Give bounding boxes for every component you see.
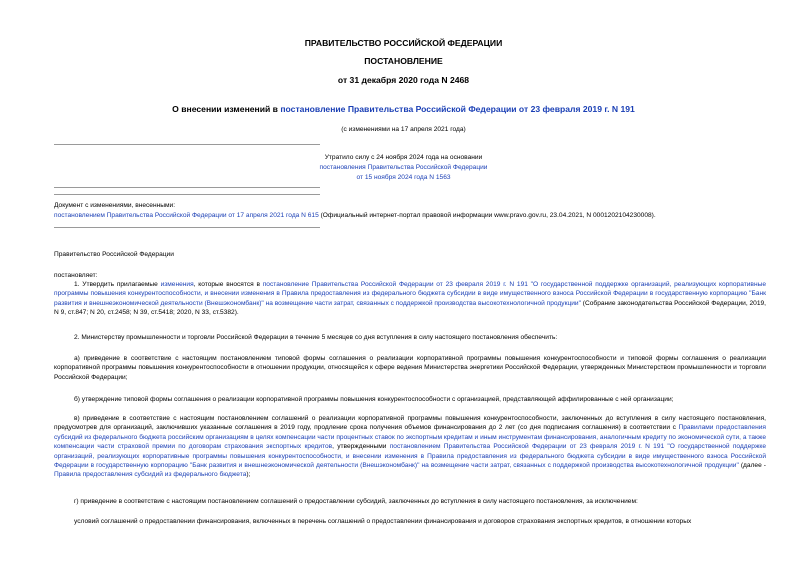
changes-label: Документ с изменениями, внесенными: (54, 202, 176, 209)
p1-text-b: , которые вносятся в (193, 281, 263, 288)
expired-line-1: Утратило силу с 24 ноября 2024 года на основании (324, 154, 483, 161)
pv-text-c: (далее - (738, 462, 766, 470)
title-link[interactable]: постановление Правительства Российской Федерации от 23 февраля 2019 г. N 191 (280, 104, 635, 114)
document-title (0, 104, 807, 114)
p1-link-changes[interactable]: изменения (160, 281, 194, 288)
pv-text-a: в) приведение в соответствие с настоящим постановлением соглашений о реализации корпоративной программы повышения конкурентоспособности, заключенных до вступления в силу настоящего постановления, предусмотрев для организаций, заключивших указанные соглашения в 2019 году, продление срока получения объемов финансирования до 2 лет (со дня подписания соглашения) в соответствии с (54, 415, 766, 432)
p1-text-c: (Собрание законодательства Российской Федерации, 2019, N 9, ст.847; N 20, ст.2458; N 39, ст.5418; 2020, N 33, ст.5382). (54, 299, 766, 317)
p2-text: 2. Министерству промышленности и торговли Российской Федерации в течение 5 месяцев со дня вступления в силу настоящего постановления обеспечить: (74, 334, 558, 341)
divider (54, 194, 320, 195)
changes-link[interactable]: постановлением Правительства Российской Федерации от 17 апреля 2021 года N 615 (54, 212, 319, 219)
paragraph-g (54, 497, 766, 506)
authority-heading: ПРАВИТЕЛЬСТВО РОССИЙСКОЙ ФЕДЕРАЦИИ (304, 38, 503, 48)
pv-link-decree[interactable]: постановлением Правительства Российской Федерации от 23 февраля 2019 г. N 191 "О государственной поддержке организаций, реализующих корпоративные программы повышения конкурентоспособности, и внесении изменения в Правила предоставления из федерального бюджета субсидии в виде имущественного взноса Российской Федерации в государственную корпорацию "Банк развития и внешнеэкономической деятельности (Внешэкономбанк)" на возмещение части затрат, связанных с поддержкой производства высокотехнологичной продукции" (54, 443, 766, 470)
paragraph-1 (54, 280, 766, 318)
pa-text: а) приведение в соответствие с настоящим постановлением типовой формы соглашения о реализации корпоративной программы повышения конкурентоспособности и типовой формы соглашения о реализации корпоративной программы повышения конкурентоспособности в отношении продукции, относящейся к сфере ведения Министерства энергетики Российской Федерации, утвержденных Министерством промышленности и торговли Российской Федерации; (54, 355, 766, 381)
pg-text: г) приведение в соответствие с настоящим постановлением соглашений о предоставлении субсидий, заключенных до вступления в силу настоящего постановления, за исключением: (74, 498, 638, 505)
divider (54, 227, 320, 228)
pv-text-b: , утвержденными (332, 443, 390, 451)
pg-cont-text: условий соглашений о предоставлении финансирования, включенных в перечень соглашений о предоставлении финансирования и договоров страхования экспортных кредитов, в отношении которых (74, 518, 692, 525)
divider (54, 187, 320, 188)
pb-text: б) утверждение типовой формы соглашения о реализации корпоративной программы повышения конкурентоспособности с организацией, представляющей аффилированные с ней организации; (74, 396, 674, 403)
title-prefix: О внесении изменений в (172, 104, 281, 114)
paragraph-v (54, 414, 766, 480)
pv-text-d: ); (246, 471, 251, 479)
paragraph-g-continued (54, 517, 766, 526)
changes-rest: (Официальный интернет-портал правовой информации www.pravo.gov.ru, 23.04.2021, N 0001202104230008). (318, 212, 656, 219)
government-line: Правительство Российской Федерации (54, 251, 174, 258)
paragraph-b (54, 395, 766, 404)
changes-line (54, 211, 764, 220)
pv-link-rules[interactable]: Правилами предоставления субсидий из федерального бюджета российским организациям в целях компенсации части процентных ставок по экспортным кредитам и иным инструментам финансирования, аналогичным кредиту по экономической сути, а также компенсации части страховой премии по договорам страхования экспортных кредитов (54, 424, 766, 451)
doc-type-heading: ПОСТАНОВЛЕНИЕ (364, 56, 443, 66)
pv-link-subsidy-rules[interactable]: Правила предоставления субсидий из федерального бюджета (54, 471, 247, 479)
paragraph-2 (54, 333, 766, 342)
date-number: от 31 декабря 2020 года N 2468 (337, 75, 470, 85)
p1-text-a: 1. Утвердить прилагаемые (74, 281, 161, 288)
divider (54, 144, 320, 145)
decrees-line: постановляет: (54, 272, 98, 279)
edition-note: (с изменениями на 17 апреля 2021 года) (341, 126, 466, 133)
paragraph-a (54, 354, 766, 382)
expired-link-date[interactable]: от 15 ноября 2024 года N 1563 (356, 174, 451, 181)
expired-link[interactable]: постановления Правительства Российской Федерации (319, 164, 488, 171)
p1-link-decree[interactable]: постановление Правительства Российской Федерации от 23 февраля 2019 г. N 191 "О государственной поддержке организаций, реализующих корпоративные программы повышения конкурентоспособности, и внесении изменения в Правила предоставления из федерального бюджета субсидии в виде имущественного взноса Российской Федерации в государственную корпорацию "Банк развития и внешнеэкономической деятельности (Внешэкономбанк)" на возмещение части затрат, связанных с поддержкой производства высокотехнологичной продукции" (54, 281, 766, 307)
